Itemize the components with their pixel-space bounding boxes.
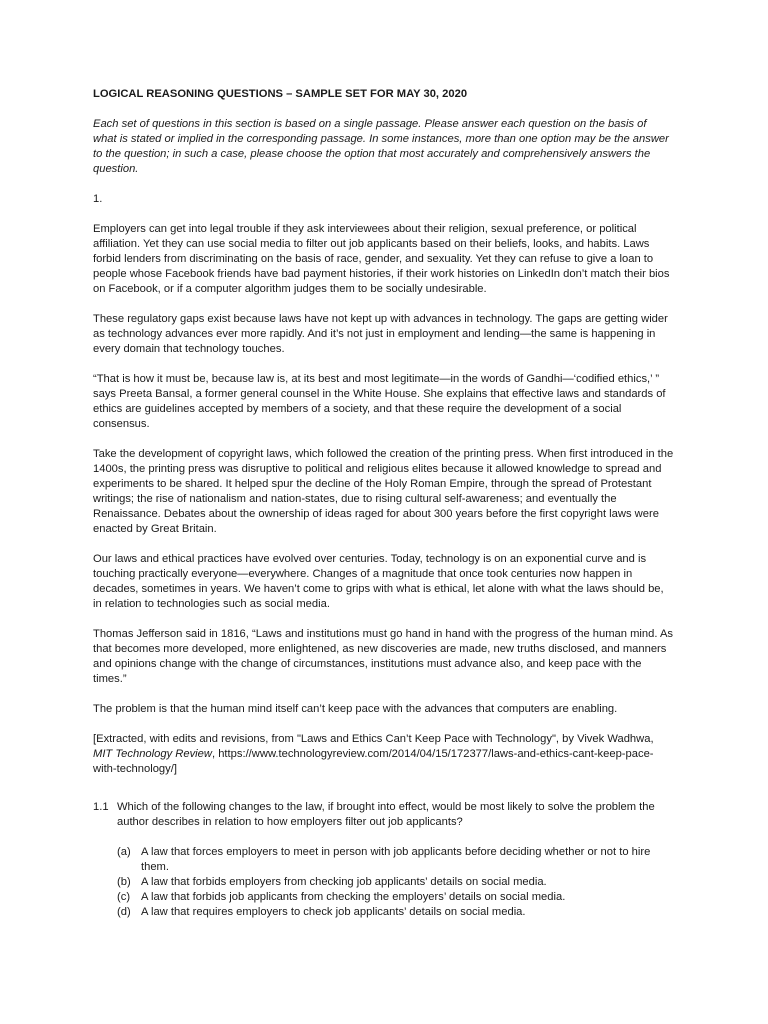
passage-paragraph-7: The problem is that the human mind itself can’t keep pace with the advances that computers are enabling. [93, 703, 618, 715]
option-letter: (d) [117, 906, 131, 918]
passage-paragraph-3: “That is how it must be, because law is, at its best and most legitimate—in the words of Gandhi—‘codified ethics,’ ” says Preeta Bansal, a former general counsel in the White House. She explains that effective laws and standards of ethics are guidelines accepted by members of a society, and that these require the development of a social consensus. [93, 373, 666, 430]
passage-paragraph-4: Take the development of copyright laws, which followed the creation of the printing press. When first introduced in the 1400s, the printing press was disruptive to political and religious elites because it allowed knowledge to spread and experiments to be shared. It helped spur the decline of the Holy Roman Empire, through the spread of Protestant writings; the rise of nationalism and nation-states, due to rising cultural self-awareness; and eventually the Renaissance. Debates about the ownership of ideas raged for about 300 years before the first copyright laws were enacted by Great Britain. [93, 448, 674, 535]
passage-paragraph-6: Thomas Jefferson said in 1816, “Laws and institutions must go hand in hand with the progress of the human mind. As that becomes more developed, more enlightened, as new discoveries are made, new truths disclosed, and manners and opinions change with the change of circumstances, institutions must advance also, and keep pace with the times.” [93, 628, 674, 685]
question-1-1 [93, 800, 675, 920]
option-a [117, 845, 675, 875]
question-text: Which of the following changes to the law, if brought into effect, would be most likely to solve the problem the author describes in relation to how employers filter out job applicants? [117, 801, 655, 828]
question-number: 1.1 [93, 801, 109, 813]
source-publication: MIT Technology Review [93, 748, 212, 760]
source-prefix: [Extracted, with edits and revisions, from "Laws and Ethics Can’t Keep Pace with Technology", by Vivek Wadhwa, [93, 733, 654, 745]
option-text: A law that requires employers to check job applicants’ details on social media. [141, 906, 526, 918]
source-citation [93, 732, 675, 777]
passage-paragraph-2: These regulatory gaps exist because laws have not kept up with advances in technology. The gaps are getting wider as technology advances ever more rapidly. And it’s not just in employment and lending—the same is happening in every domain that technology touches. [93, 313, 668, 355]
passage [93, 222, 675, 792]
option-text: A law that forces employers to meet in person with job applicants before deciding whether or not to hire them. [141, 846, 651, 873]
question-stem [93, 800, 675, 830]
source-suffix: , https://www.technologyreview.com/2014/04/15/172377/laws-and-ethics-cant-keep-pace-with-technology/] [93, 748, 654, 775]
question-set-number: 1. [93, 193, 103, 205]
option-text: A law that forbids employers from checking job applicants’ details on social media. [141, 876, 547, 888]
passage-paragraph-1: Employers can get into legal trouble if they ask interviewees about their religion, sexual preference, or political affiliation. Yet they can use social media to filter out job applicants based on their beliefs, looks, and habits. Laws forbid lenders from discriminating on the basis of race, gender, and sexuality. Yet they can refuse to give a loan to people whose Facebook friends have bad payment histories, if their work histories on LinkedIn don’t match their bios on Facebook, or if a computer algorithm judges them to be socially undesirable. [93, 223, 670, 295]
option-letter: (b) [117, 876, 131, 888]
document-title: LOGICAL REASONING QUESTIONS – SAMPLE SET FOR MAY 30, 2020 [93, 88, 468, 100]
option-b [117, 875, 675, 890]
passage-paragraph-5: Our laws and ethical practices have evolved over centuries. Today, technology is on an exponential curve and is touching practically everyone—everywhere. Changes of a magnitude that once took centuries now happen in decades, sometimes in years. We haven’t come to grips with what is ethical, let alone with what the laws should be, in relation to technologies such as social media. [93, 553, 664, 610]
option-d [117, 905, 675, 920]
instructions-text: Each set of questions in this section is based on a single passage. Please answer each question on the basis of what is stated or implied in the corresponding passage. In some instances, more than one option may be the answer to the question; in such a case, please choose the option that most accurately and comprehensively answers the question. [93, 118, 669, 175]
option-text: A law that forbids job applicants from checking the employers’ details on social media. [141, 891, 566, 903]
option-c [117, 890, 675, 905]
answer-options [117, 845, 675, 920]
option-letter: (c) [117, 891, 131, 903]
option-letter: (a) [117, 846, 131, 858]
